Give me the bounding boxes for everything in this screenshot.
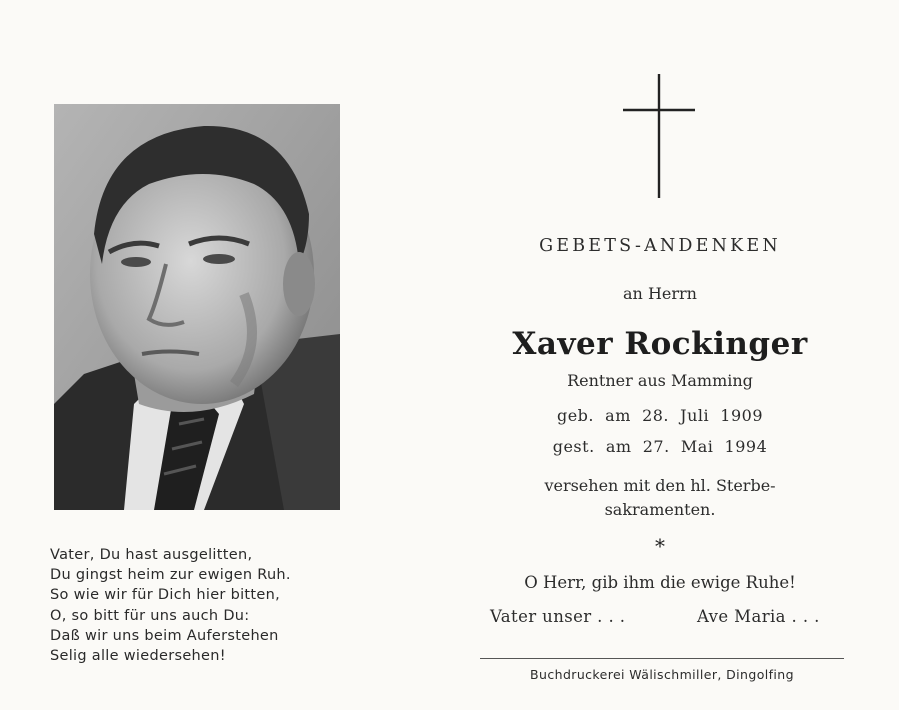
sacraments-line: versehen mit den hl. Sterbe-: [544, 476, 776, 495]
poem: [50, 545, 370, 666]
poem-line: O, so bitt für uns auch Du:: [50, 607, 250, 624]
card-heading: GEBETS-ANDENKEN: [539, 236, 781, 256]
poem-line: Daß wir uns beim Auferstehen: [50, 627, 279, 644]
sacraments-line: sakramenten.: [604, 500, 716, 519]
asterisk-ornament: *: [655, 534, 665, 558]
deceased-name: Xaver Rockinger: [512, 326, 808, 362]
vater-unser: Vater unser . . .: [490, 607, 626, 626]
poem-line: So wie wir für Dich hier bitten,: [50, 587, 281, 604]
portrait-illustration: [54, 104, 340, 510]
death-date: gest. am 27. Mai 1994: [552, 437, 768, 456]
ave-maria: Ave Maria . . .: [697, 607, 820, 626]
poem-line: Vater, Du hast ausgelitten,: [50, 547, 253, 563]
occupation: Rentner aus Mamming: [567, 371, 753, 390]
poem-line: Du gingst heim zur ewigen Ruh.: [50, 567, 291, 584]
cross-icon: [619, 74, 699, 198]
portrait-photo: [54, 104, 340, 510]
birth-date: geb. am 28. Juli 1909: [556, 406, 764, 425]
addressee: an Herrn: [623, 284, 697, 303]
divider: [480, 658, 844, 659]
poem-line: Selig alle wiedersehen!: [50, 648, 226, 665]
prayer-line: O Herr, gib ihm die ewige Ruhe!: [524, 573, 796, 592]
printer-credit: Buchdruckerei Wälischmiller, Dingolfing: [530, 667, 794, 682]
